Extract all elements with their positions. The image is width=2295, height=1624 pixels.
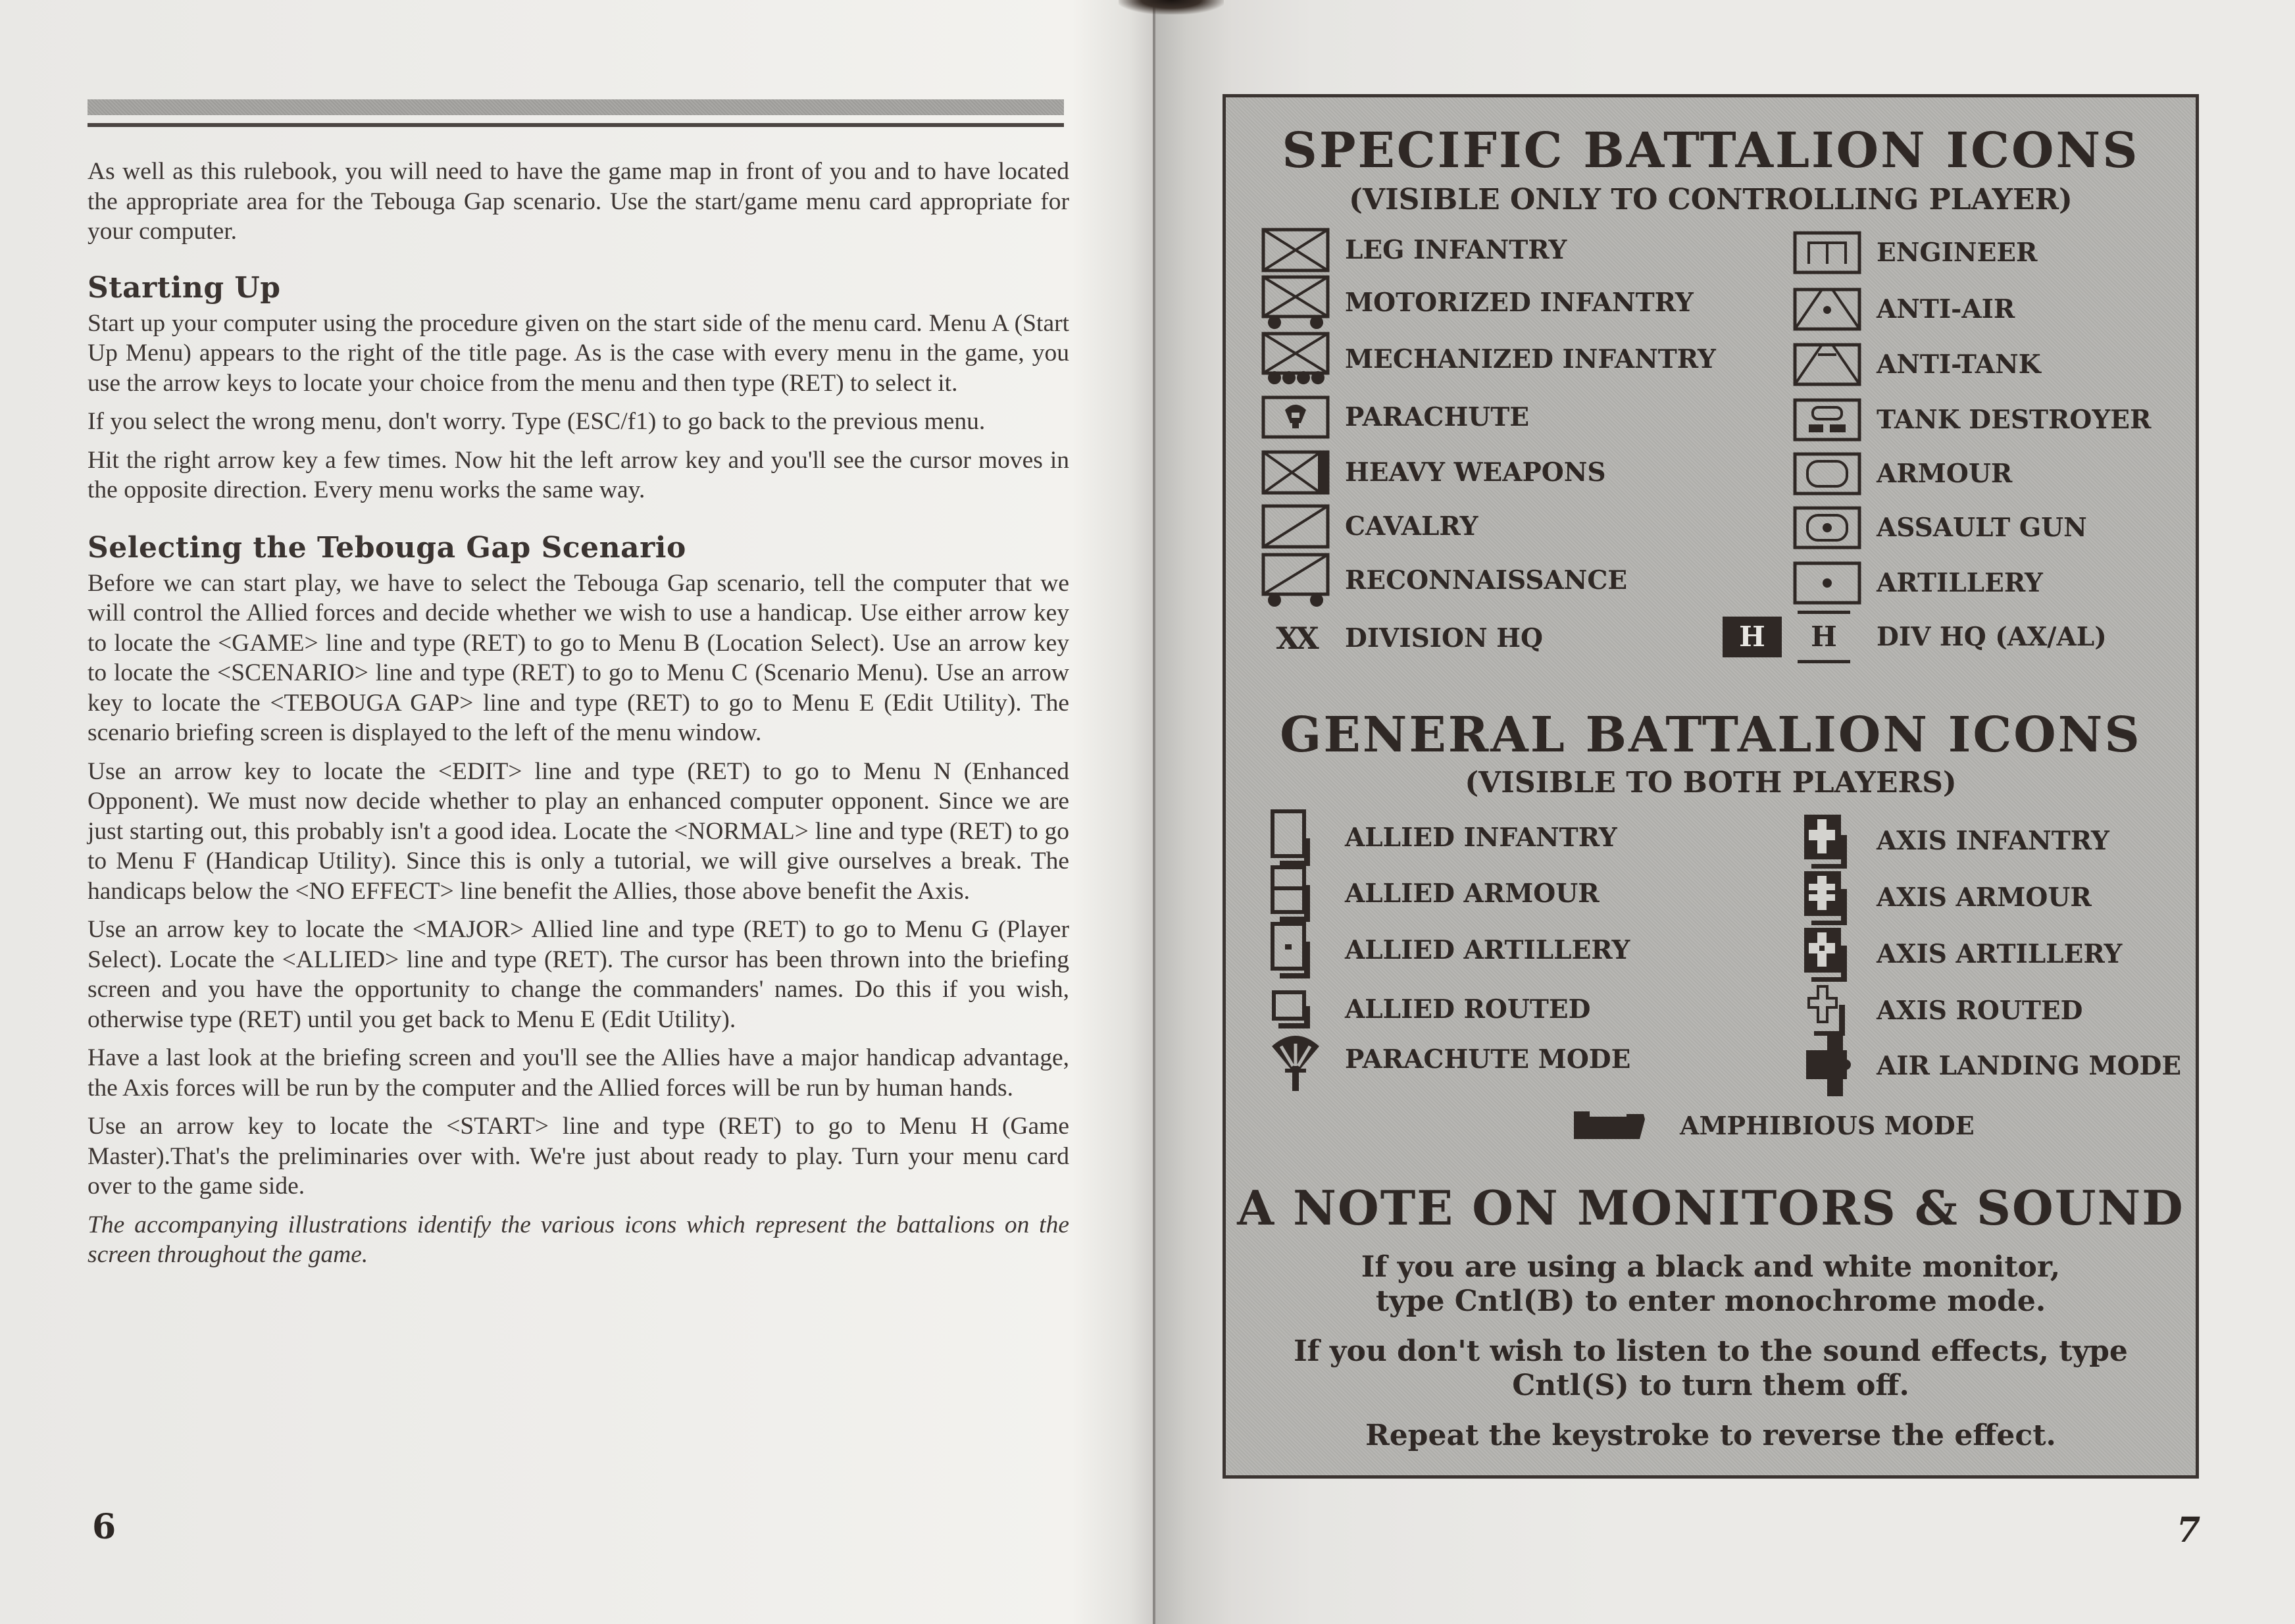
legend-item-parachute-mode bbox=[1261, 1033, 1631, 1086]
legend-item-tank-destroyer bbox=[1793, 393, 2152, 446]
header-rule-line bbox=[88, 123, 1064, 127]
paragraph: Use an arrow key to locate the <MAJOR> Allied line and type (RET) to go to Menu G (Player Select). Locate the <ALLIED> line and type (RET). The cursor has been thrown into the briefing screen and you have the opportunity to change the commanders' names. Do this if you wish, otherwise type (RET) until you get back to Menu E (Edit Utility). bbox=[88, 916, 1069, 1033]
legend-label: TANK DESTROYER bbox=[1877, 405, 2152, 435]
heavy-weapons-icon bbox=[1261, 450, 1330, 495]
parachute-icon bbox=[1261, 395, 1330, 439]
axis-routed-icon bbox=[1793, 981, 1861, 1040]
paragraph: Use an arrow key to locate the <START> line and type (RET) to go to Menu H (Game Master).That's the preliminaries over with. We're just about ready to play. Turn your menu card over to the game side. bbox=[88, 1113, 1069, 1200]
axis-div-hq-icon: H bbox=[1723, 617, 1782, 657]
book-gutter bbox=[1153, 0, 1155, 1624]
page-number-right: 7 bbox=[2177, 1510, 2201, 1550]
motorized-infantry-icon bbox=[1261, 275, 1330, 330]
general-icons-subtitle: (VISIBLE TO BOTH PLAYERS) bbox=[1465, 766, 1957, 799]
legend-item-axis-infantry bbox=[1793, 815, 2109, 867]
legend-label: AXIS ARMOUR bbox=[1877, 882, 2092, 913]
left-page-body bbox=[88, 157, 1069, 1279]
legend-label: HEAVY WEAPONS bbox=[1345, 457, 1606, 488]
legend-label: ALLIED ARTILLERY bbox=[1345, 935, 1630, 965]
spine-shadow bbox=[1119, 0, 1224, 14]
legend-item-engineer bbox=[1793, 226, 2038, 279]
allied-infantry-icon bbox=[1261, 808, 1330, 867]
allied-div-hq-icon: H bbox=[1798, 611, 1850, 663]
amphibious-mode-icon bbox=[1571, 1109, 1650, 1142]
legend-label: AXIS ARTILLERY bbox=[1877, 939, 2123, 969]
legend-label: MECHANIZED INFANTRY bbox=[1345, 344, 1716, 374]
legend-label: ENGINEER bbox=[1877, 238, 2038, 268]
page-number-left: 6 bbox=[92, 1507, 116, 1547]
allied-armour-icon bbox=[1261, 864, 1330, 923]
axis-artillery-icon bbox=[1793, 925, 1861, 984]
legend-item-leg-infantry bbox=[1261, 224, 1567, 276]
legend-item-axis-armour bbox=[1793, 871, 2092, 924]
paragraph: Use an arrow key to locate the <EDIT> line and type (RET) to go to Menu N (Enhanced Opponent). We must now decide whether to play an enhanced computer opponent. Since we are just starting out, this probably isn't a good idea. Locate the <NORMAL> line and type (RET) to go to Menu F (Handicap Utility). Since this is only a tutorial, we will give ourselves a break. The handicaps below the <NO EFFECT> line benefit the Allies, those above benefit the Axis. bbox=[88, 757, 1069, 905]
legend-label: ARTILLERY bbox=[1877, 568, 2043, 598]
mechanized-infantry-icon bbox=[1261, 332, 1330, 387]
paragraph: Hit the right arrow key a few times. Now hit the left arrow key and you'll see the cursor moves in the opposite direction. Every menu works the same way. bbox=[88, 446, 1069, 503]
parachute-mode-icon bbox=[1261, 1027, 1330, 1092]
general-icons-title: GENERAL BATTALION ICONS bbox=[1280, 707, 2142, 763]
division-hq-icon: XX bbox=[1276, 621, 1315, 656]
allied-routed-icon bbox=[1261, 986, 1330, 1032]
anti-air-icon bbox=[1793, 288, 1861, 331]
legend-label: AXIS ROUTED bbox=[1877, 996, 2083, 1026]
section-heading-selecting-scenario: Selecting the Tebouga Gap Scenario bbox=[88, 530, 686, 565]
legend-item-allied-artillery bbox=[1261, 924, 1630, 977]
paragraph: Before we can start play, we have to select the Tebouga Gap scenario, tell the computer that we will control the Allied forces and decide whether we wish to use a handicap. Use either arrow key to locate the <GAME> line and type (RET) to go to Menu B (Location Select). Use an arrow key to locate the <SCENARIO> line and type (RET) to go to Menu C (Scenario Menu). Use an arrow key to locate the <TEBOUGA GAP> line and type (RET) to go to Menu E (Edit Utility). The scenario briefing screen is displayed to the left of the menu window. bbox=[88, 569, 1069, 746]
paragraph: Start up your computer using the procedure given on the start side of the menu card. Menu A (Start Up Menu) appears to the right of the title page. As is the case with every menu in the game, you use the arrow keys to locate your choice from the menu and then type (RET) to select it. bbox=[88, 309, 1069, 397]
legend-item-anti-tank bbox=[1793, 338, 2041, 391]
allied-artillery-icon bbox=[1261, 921, 1330, 980]
legend-item-allied-infantry bbox=[1261, 811, 1617, 864]
legend-item-axis-artillery bbox=[1793, 928, 2123, 980]
legend-label: AXIS INFANTRY bbox=[1877, 826, 2109, 856]
legend-label: ANTI-TANK bbox=[1877, 349, 2041, 380]
note-paragraph-monitor bbox=[1226, 1250, 2196, 1319]
legend-label: LEG INFANTRY bbox=[1345, 235, 1567, 265]
section-heading-starting-up: Starting Up bbox=[88, 270, 281, 305]
closing-italic-paragraph: The accompanying illustrations identify the various icons which represent the battalions on the screen throughout the game. bbox=[88, 1211, 1069, 1268]
legend-label: ASSAULT GUN bbox=[1877, 513, 2087, 543]
legend-item-div-hq-ax-al bbox=[1723, 611, 2107, 663]
legend-item-motorized-infantry bbox=[1261, 276, 1694, 329]
note-paragraph-sound bbox=[1226, 1334, 2196, 1403]
legend-item-anti-air bbox=[1793, 283, 2015, 336]
legend-label: MOTORIZED INFANTRY bbox=[1345, 288, 1694, 318]
legend-label: ARMOUR bbox=[1877, 459, 2013, 489]
specific-icons-title: SPECIFIC BATTALION ICONS bbox=[1282, 122, 2140, 179]
legend-label: RECONNAISSANCE bbox=[1345, 565, 1628, 596]
legend-label: DIVISION HQ bbox=[1345, 623, 1543, 653]
legend-item-division-hq bbox=[1261, 612, 1543, 665]
icon-reference-panel bbox=[1223, 94, 2199, 1479]
note-title: A NOTE ON MONITORS & SOUND bbox=[1237, 1180, 2184, 1236]
legend-item-reconnaissance bbox=[1261, 554, 1628, 607]
paragraph: Have a last look at the briefing screen and you'll see the Allies have a major handicap advantage, the Axis forces will be run by the computer and the Allied forces will be run by human hands. bbox=[88, 1044, 1069, 1102]
axis-armour-icon bbox=[1793, 868, 1861, 927]
artillery-icon bbox=[1793, 561, 1861, 605]
legend-item-air-landing-mode bbox=[1793, 1040, 2182, 1092]
anti-tank-icon bbox=[1793, 343, 1861, 386]
legend-label: ALLIED INFANTRY bbox=[1345, 823, 1617, 853]
specific-icons-subtitle: (VISIBLE ONLY TO CONTROLLING PLAYER) bbox=[1349, 183, 2073, 216]
armour-icon bbox=[1793, 452, 1861, 495]
legend-item-assault-gun bbox=[1793, 501, 2087, 554]
legend-label: AMPHIBIOUS MODE bbox=[1680, 1110, 1975, 1140]
cavalry-icon bbox=[1261, 504, 1330, 549]
legend-item-allied-armour bbox=[1261, 867, 1600, 920]
legend-label: ALLIED ARMOUR bbox=[1345, 878, 1600, 909]
legend-item-amphibious-mode bbox=[1571, 1099, 1975, 1152]
air-landing-mode-icon bbox=[1793, 1033, 1861, 1099]
legend-label: PARACHUTE bbox=[1345, 402, 1530, 432]
note-paragraph-repeat: Repeat the keystroke to reverse the effect. bbox=[1365, 1419, 2056, 1452]
legend-label: PARACHUTE MODE bbox=[1345, 1044, 1631, 1075]
legend-label: DIV HQ (AX/AL) bbox=[1877, 622, 2107, 652]
legend-item-cavalry bbox=[1261, 500, 1478, 553]
reconnaissance-icon bbox=[1261, 553, 1330, 608]
note-text: If you don't wish to listen to the sound effects, type Cntl(S) to turn them off. bbox=[1294, 1334, 2128, 1402]
legend-label: AIR LANDING MODE bbox=[1877, 1051, 2182, 1081]
note-text: If you are using a black and white monitor, type Cntl(B) to enter monochrome mode. bbox=[1361, 1250, 2061, 1318]
legend-item-artillery bbox=[1793, 557, 2043, 609]
engineer-icon bbox=[1793, 231, 1861, 274]
legend-item-armour bbox=[1793, 447, 2013, 500]
legend-item-axis-routed bbox=[1793, 984, 2083, 1037]
tank-destroyer-icon bbox=[1793, 398, 1861, 442]
legend-label: ANTI-AIR bbox=[1877, 294, 2015, 324]
legend-item-parachute bbox=[1261, 391, 1530, 444]
intro-paragraph: As well as this rulebook, you will need to have the game map in front of you and to have located the appropriate area for the Tebouga Gap scenario. Use the start/game menu card appropriate for your computer. bbox=[88, 158, 1069, 245]
legend-item-heavy-weapons bbox=[1261, 446, 1606, 499]
legend-label: ALLIED ROUTED bbox=[1345, 994, 1591, 1025]
axis-infantry-icon bbox=[1793, 811, 1861, 871]
header-rule-bar bbox=[88, 99, 1064, 115]
legend-label: CAVALRY bbox=[1345, 511, 1478, 542]
paragraph: If you select the wrong menu, don't worry. Type (ESC/f1) to go back to the previous menu. bbox=[88, 408, 986, 435]
leg-infantry-icon bbox=[1261, 228, 1330, 272]
legend-item-mechanized-infantry bbox=[1261, 333, 1716, 386]
assault-gun-icon bbox=[1793, 506, 1861, 549]
